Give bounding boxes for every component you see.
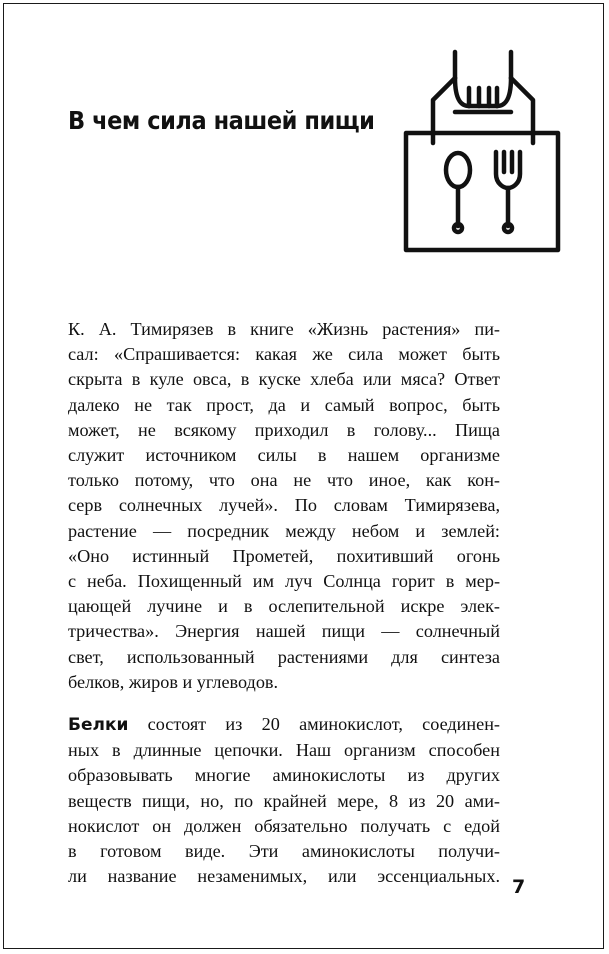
text-line: белков, жиров и углеводов. <box>68 671 279 692</box>
text-line: скрыта в куле овса, в куске хлеба или мяса? Ответ <box>68 369 500 390</box>
text-line: только потому, что она не что иное, как кон- <box>68 470 500 491</box>
text-line: сал: «Спрашивается: какая же сила может быть <box>68 344 500 365</box>
paragraph-proteins <box>68 712 500 889</box>
text-line: серв солнечных лучей». По словам Тимирязева, <box>68 495 500 516</box>
text-line: свет, использованный растениями для синтеза <box>68 646 500 667</box>
text-line: ли название незаменимых, или эссенциальных. <box>68 866 500 887</box>
page-number: 7 <box>512 876 526 898</box>
text-line <box>68 712 500 738</box>
text-line: в готовом виде. Эти аминокислоты получи- <box>68 841 500 862</box>
text-line: К. А. Тимирязев в книге «Жизнь растения» пи- <box>68 319 500 339</box>
text-line: растение — посредник между небом и землей: <box>68 520 500 541</box>
text-line: веществ пищи, но, по крайней мере, 8 из 20 ами- <box>68 790 500 811</box>
text-line: служит источником силы в нашем организме <box>68 445 500 466</box>
text-line: ных в длинные цепочки. Наш организм способен <box>68 740 500 761</box>
proteins-lead: Белки <box>68 715 129 735</box>
text-line: далеко не так прост, да и самый вопрос, быть <box>68 394 500 415</box>
paragraph-timiryazev <box>68 317 500 695</box>
text-line: цающей лучине и в ослепительной искре элек- <box>68 596 500 617</box>
text-line: может, не всякому приходил в голову... Пища <box>68 419 500 440</box>
text-line: образовывать многие аминокислоты из других <box>68 765 500 786</box>
text-line: с неба. Похищенный им луч Солнца горит в мер- <box>68 571 500 592</box>
text-line: тричества». Энергия нашей пищи — солнечный <box>68 621 500 642</box>
text-line: нокислот он должен обязательно получать с едой <box>68 815 500 836</box>
text-line: «Оно истинный Прометей, похитивший огонь <box>68 545 500 566</box>
text-fragment: состоят из 20 аминокислот, соединен- <box>128 714 500 734</box>
page-title: В чем сила нашей пищи <box>68 106 375 135</box>
hand-holding-bag-with-spoon-and-fork-icon <box>403 48 563 254</box>
